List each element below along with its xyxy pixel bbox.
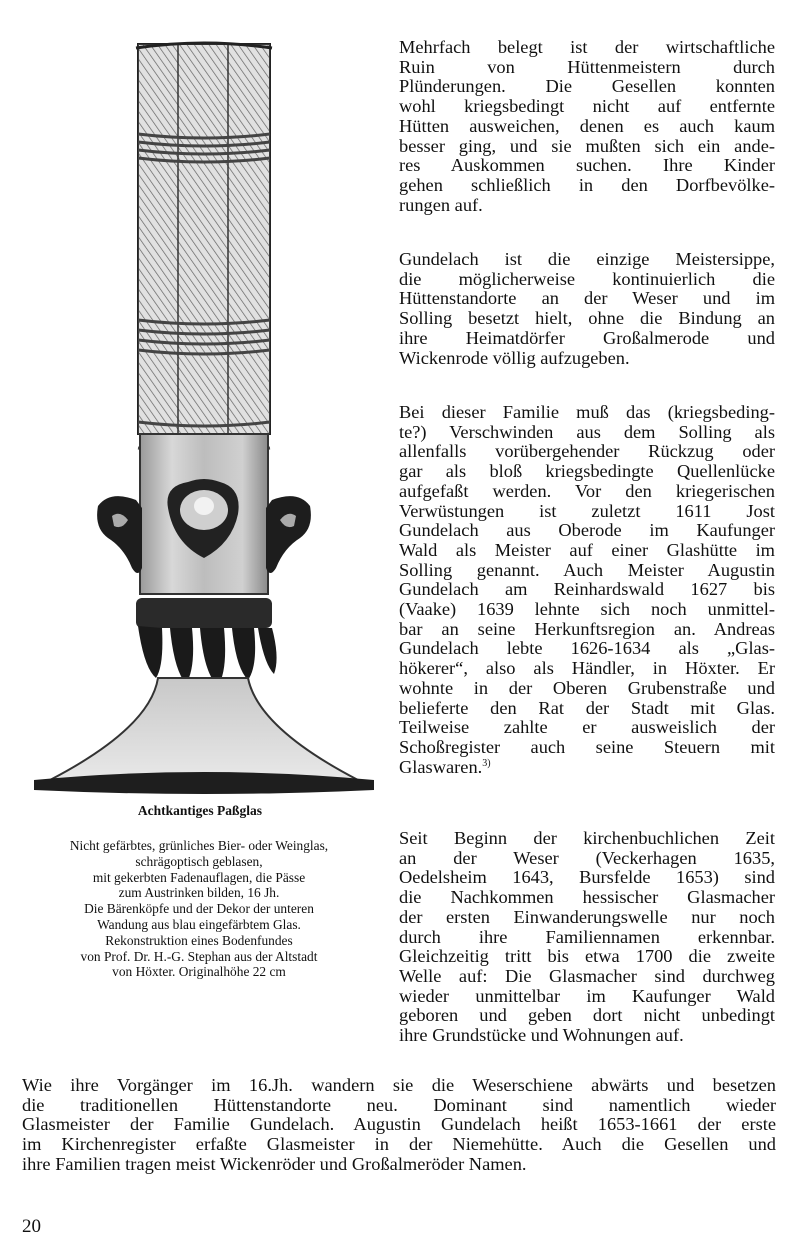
caption-line: zum Austrinken bilden, 16 Jh.	[118, 885, 280, 901]
caption-line: Die Bärenköpfe und der Dekor der unteren	[84, 901, 314, 917]
text-line: aufgefaßt werden. Vor den kriegerischen	[399, 480, 775, 501]
text-line: Hüttenstandorte an der Weser und im	[399, 288, 775, 309]
text-line: (Vaake) 1639 lehnte sich noch unmittel-	[399, 599, 775, 620]
text-line: besser ging, und sie mußten sich ein ande-	[399, 135, 775, 156]
text-line: Gundelach am Reinhardswald 1627 bis	[399, 579, 775, 600]
figure-caption-body	[30, 838, 368, 980]
caption-line: schrägoptisch geblasen,	[135, 853, 263, 869]
text-line: Hütten ausweichen, denen es auch kaum	[399, 115, 775, 136]
caption-line: Nicht gefärbtes, grünliches Bier- oder Weinglas,	[69, 838, 329, 853]
text-line: Wald als Meister auf einer Glashütte im	[399, 539, 775, 560]
text-line: Gundelach ist die einzige Meistersippe,	[399, 249, 775, 269]
text-line: belieferte den Rat der Stadt mit Glas.	[399, 697, 775, 718]
text-line: der ersten Einwanderungswelle nur noch	[399, 906, 775, 927]
caption-line: Rekonstruktion eines Bodenfundes	[105, 932, 293, 948]
text-line: Solling besetzt hielt, ohne die Bindung an	[399, 308, 775, 329]
text-line: Mehrfach belegt ist der wirtschaftliche	[399, 37, 775, 57]
footnote-marker: 3)	[482, 757, 491, 769]
text-line: rungen auf.	[399, 194, 483, 215]
text-line: Gundelach aus Oberode im Kaufunger	[399, 520, 775, 541]
text-line: Gundelach lebte 1626-1634 als „Glas-	[399, 638, 775, 659]
caption-line: von Höxter. Originalhöhe 22 cm	[112, 964, 286, 980]
text-line: Gleichzeitig tritt bis etwa 1700 die zweite	[399, 946, 775, 967]
text-line: Plünderungen. Die Gesellen konnten	[399, 76, 775, 97]
text-line: gar als bloß kriegsbedingte Quellenlücke	[399, 461, 775, 482]
text-line: allenfalls vorübergehender Rückzug oder	[399, 441, 775, 462]
text-line: die Nachkommen hessischer Glasmacher	[399, 887, 775, 908]
text-line: Bei dieser Familie muß das (kriegsbeding-	[399, 402, 775, 422]
caption-line: mit gekerbten Fadenauflagen, die Pässe	[92, 869, 306, 885]
column-paragraph-3	[399, 403, 775, 777]
column-paragraph-4	[399, 829, 775, 1046]
text-line: im Kirchenregister erfaßte Glasmeister in der Niemehütte. Auch die Gesellen und	[22, 1134, 776, 1155]
glass-illustration	[28, 38, 380, 800]
caption-line: von Prof. Dr. H.-G. Stephan aus der Altstadt	[80, 948, 318, 964]
text-line: Welle auf: Die Glasmacher sind durchweg	[399, 965, 775, 986]
text-line: res Auskommen suchen. Ihre Kinder	[399, 155, 775, 176]
text-line: wohl kriegsbedingt nicht auf entfernte	[399, 96, 775, 117]
text-line: Teilweise zahlte er ausweislich der	[399, 717, 775, 738]
text-line: durch ihre Familiennamen erkennbar.	[399, 926, 775, 947]
text-line: an der Weser (Veckerhagen 1635,	[399, 847, 775, 868]
page-number: 20	[22, 1216, 41, 1237]
text-line: te?) Verschwinden aus dem Solling als	[399, 421, 775, 442]
text-line: geboren und geben dort nicht unbedingt	[399, 1005, 775, 1026]
text-line: Wickenrode völlig aufzugeben.	[399, 347, 630, 368]
text-line: wohnte in der Oberen Grubenstraße und	[399, 677, 775, 698]
text-line: gehen schließlich in den Dorfbevölke-	[399, 174, 775, 195]
text-line: ihre Grundstücke und Wohnungen auf.	[399, 1025, 684, 1046]
text-line: Glaswaren.$^{3)}$	[399, 756, 491, 777]
text-line: ihre Familien tragen meist Wickenröder und Großalmeröder Namen.	[22, 1153, 527, 1174]
text-line: bar an seine Herkunftsregion an. Andreas	[399, 618, 775, 639]
full-width-paragraph	[22, 1076, 776, 1175]
text-line: Glasmeister der Familie Gundelach. Augustin Gundelach heißt 1653-1661 der erste	[22, 1114, 776, 1135]
text-line: Solling genannt. Auch Meister Augustin	[399, 559, 775, 580]
text-line: ihre Heimatdörfer Großalmerode und	[399, 327, 775, 348]
column-paragraph-1	[399, 38, 775, 215]
text-line: Oedelsheim 1643, Bursfelde 1653) sind	[399, 867, 775, 888]
text-line: hökerer“, also als Händler, in Höxter. Er	[399, 658, 775, 679]
figure-caption-title: Achtkantiges Paßglas	[137, 803, 263, 818]
text-line: die möglicherweise kontinuierlich die	[399, 268, 775, 289]
text-line: die traditionellen Hüttenstandorte neu. Dominant sind namentlich wieder	[22, 1094, 776, 1115]
column-paragraph-2	[399, 250, 775, 368]
text-line: wieder unmittelbar im Kaufunger Wald	[399, 985, 775, 1006]
caption-line: Wandung aus blau eingefärbtem Glas.	[97, 916, 301, 932]
text-line: Ruin von Hüttenmeistern durch	[399, 56, 775, 77]
text-line: Schoßregister auch seine Steuern mit	[399, 736, 775, 757]
text-line: Verwüstungen ist zuletzt 1611 Jost	[399, 500, 775, 521]
text-line: Wie ihre Vorgänger im 16.Jh. wandern sie die Weserschiene abwärts und besetzen	[22, 1075, 776, 1095]
text-line: Seit Beginn der kirchenbuchlichen Zeit	[399, 828, 775, 848]
